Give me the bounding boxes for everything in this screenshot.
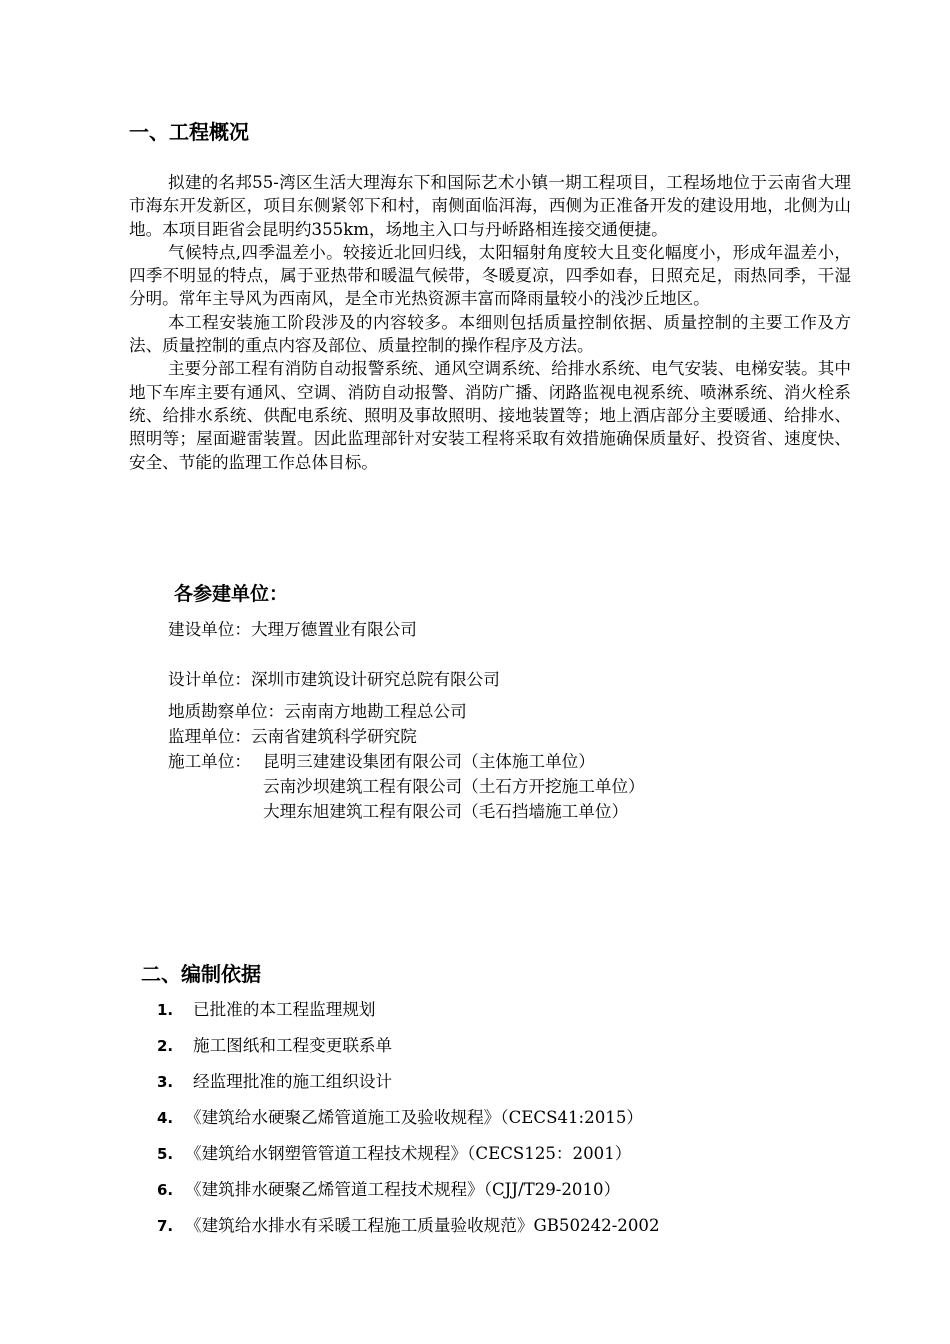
overview-body bbox=[129, 171, 851, 474]
owner-unit: 建设单位：大理万德置业有限公司 bbox=[168, 620, 417, 639]
reference-text: 经监理批准的施工组织设计 bbox=[193, 1072, 393, 1091]
contractor-entry: 昆明三建建设集团有限公司（主体施工单位） bbox=[263, 752, 595, 771]
reference-number: 7. bbox=[157, 1217, 174, 1235]
contractor-entry: 云南沙坝建筑工程有限公司（土石方开挖施工单位） bbox=[263, 777, 645, 796]
contractor-label: 施工单位： bbox=[168, 752, 251, 771]
reference-number: 1. bbox=[157, 1001, 174, 1019]
design-unit: 设计单位：深圳市建筑设计研究总院有限公司 bbox=[168, 670, 500, 689]
reference-text: 施工图纸和工程变更联系单 bbox=[193, 1036, 393, 1055]
participants-heading: 各参建单位： bbox=[174, 583, 289, 605]
section-heading-basis: 二、编制依据 bbox=[141, 962, 261, 986]
supervision-unit: 监理单位：云南省建筑科学研究院 bbox=[168, 727, 417, 746]
overview-paragraph: 本工程安装施工阶段涉及的内容较多。本细则包括质量控制依据、质量控制的主要工作及方法、质量控制的重点内容及部位、质量控制的操作程序及方法。 bbox=[129, 312, 851, 356]
reference-number: 5. bbox=[157, 1145, 174, 1163]
reference-number: 6. bbox=[157, 1181, 174, 1199]
overview-paragraph: 气候特点,四季温差小。较接近北回归线，太阳辐射角度较大且变化幅度小，形成年温差小，四季不明显的特点，属于亚热带和暖温气候带，冬暖夏凉，四季如春，日照充足，雨热同季，干湿分明。常年主导风为西南风，是全市光热资源丰富而降雨量较小的浅沙丘地区。 bbox=[129, 242, 851, 309]
reference-text: 《建筑给水排水有采暖工程施工质量验收规范》GB50242-2002 bbox=[185, 1216, 660, 1235]
reference-text: 已批准的本工程监理规划 bbox=[193, 1000, 376, 1019]
section-heading-overview: 一、工程概况 bbox=[129, 120, 249, 144]
reference-text: 《建筑排水硬聚乙烯管道工程技术规程》（CJJ/T29-2010） bbox=[185, 1180, 621, 1199]
survey-unit: 地质勘察单位：云南南方地勘工程总公司 bbox=[168, 702, 467, 721]
overview-paragraph: 主要分部工程有消防自动报警系统、通风空调系统、给排水系统、电气安装、电梯安装。其中地下车库主要有通风、空调、消防自动报警、消防广播、闭路监视电视系统、喷淋系统、消火栓系统、给排水系统、供配电系统、照明及事故照明、接地装置等；地上酒店部分主要暖通、给排水、照明等；屋面避雷装置。因此监理部针对安装工程将采取有效措施确保质量好、投资省、速度快、安全、节能的监理工作总体目标。 bbox=[129, 359, 851, 472]
reference-number: 4. bbox=[157, 1109, 174, 1127]
reference-number: 3. bbox=[157, 1073, 174, 1091]
reference-text: 《建筑给水钢塑管管道工程技术规程》（CECS125：2001） bbox=[185, 1144, 632, 1163]
reference-number: 2. bbox=[157, 1037, 174, 1055]
contractor-entry: 大理东旭建筑工程有限公司（毛石挡墙施工单位） bbox=[263, 802, 629, 821]
overview-paragraph: 拟建的名邦55-湾区生活大理海东下和国际艺术小镇一期工程项目，工程场地位于云南省大理市海东开发新区，项目东侧紧邻下和村，南侧面临洱海，西侧为正准备开发的建设用地，北侧为山地。本项目距省会昆明约355km，场地主入口与丹峤路相连接交通便捷。 bbox=[129, 173, 851, 239]
reference-text: 《建筑给水硬聚乙烯管道施工及验收规程》（CECS41:2015） bbox=[185, 1108, 643, 1127]
